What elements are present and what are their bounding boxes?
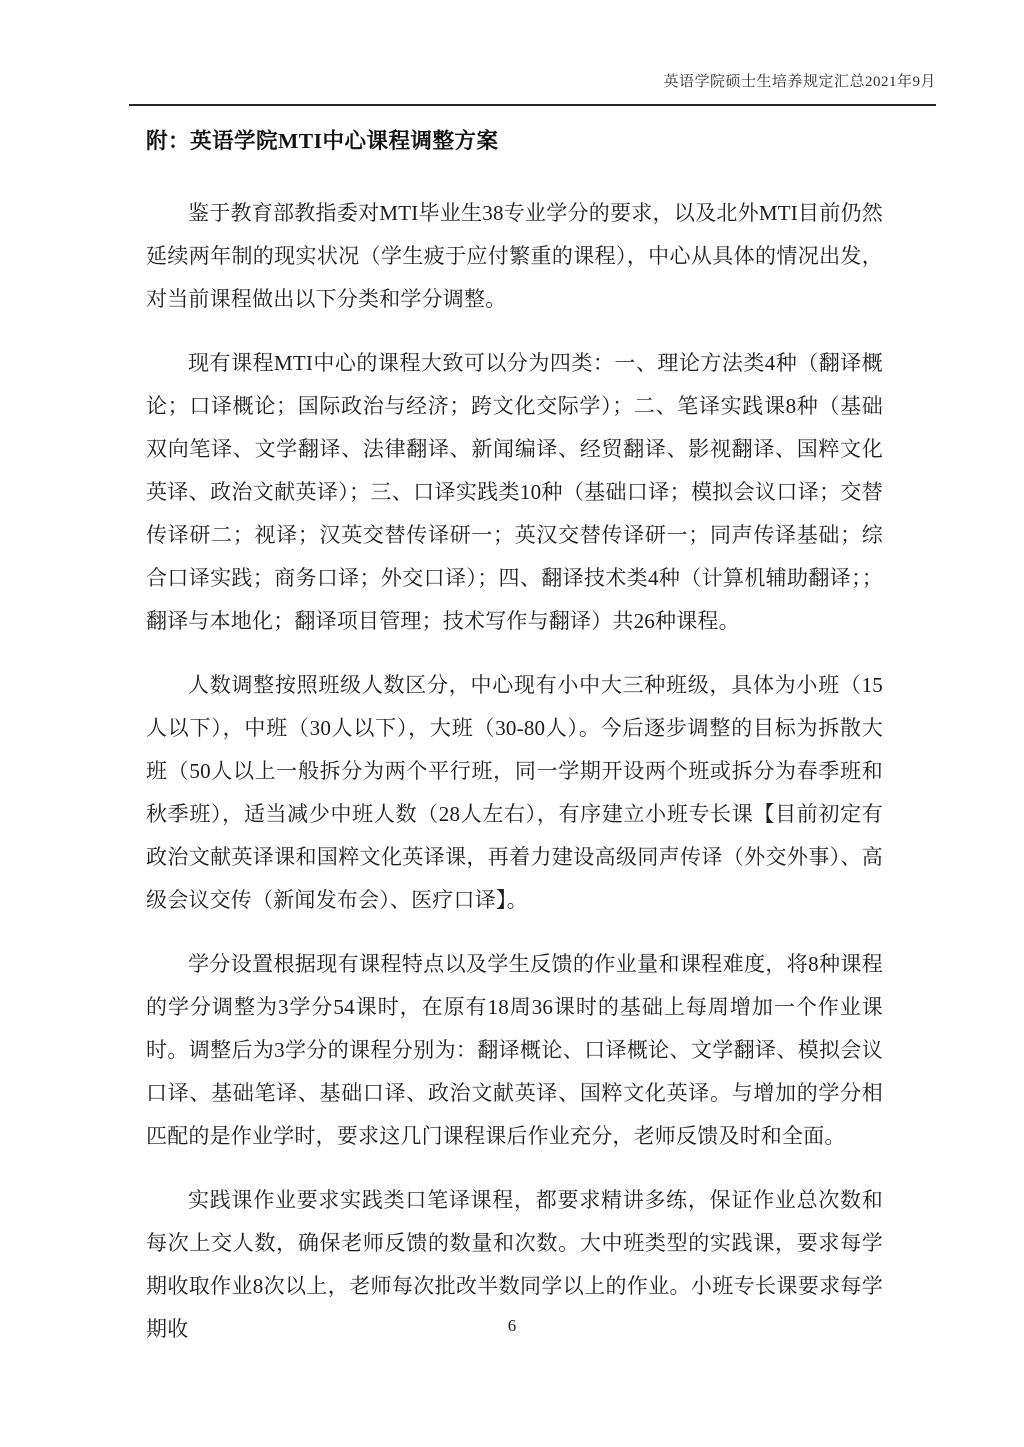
body-paragraph: 实践课作业要求实践类口笔译课程，都要求精讲多练，保证作业总次数和每次上交人数，确保老师反馈的数量和次数。大中班类型的实践课，要求每学期收取作业8次以上，老师每次批改半数同学以上的作业。小班专长课要求每学期收 bbox=[146, 1188, 883, 1341]
body-paragraph: 现有课程MTI中心的课程大致可以分为四类：一、理论方法类4种（翻译概论；口译概论；国际政治与经济；跨文化交际学）；二、笔译实践课8种（基础双向笔译、文学翻译、法律翻译、新闻编译、经贸翻译、影视翻译、国粹文化英译、政治文献英译）；三、口译实践类10种（基础口译；模拟会议口译；交替传译研二；视译；汉英交替传译研一；英汉交替传译研一；同声传译基础；综合口译实践；商务口译；外交口译）；四、翻译技术类4种（计算机辅助翻译；；翻译与本地化；翻译项目管理；技术写作与翻译）共26种课程。 bbox=[146, 351, 883, 633]
body-paragraph: 鉴于教育部教指委对MTI毕业生38专业学分的要求，以及北外MTI目前仍然延续两年制的现实状况（学生疲于应付繁重的课程），中心从具体的情况出发，对当前课程做出以下分类和学分调整。 bbox=[146, 201, 883, 311]
header-divider bbox=[129, 104, 936, 106]
page-number: 6 bbox=[507, 1316, 517, 1335]
page-header: 英语学院硕士生培养规定汇总2021年9月 bbox=[663, 74, 936, 90]
document-title: 附：英语学院MTI中心课程调整方案 bbox=[146, 129, 499, 153]
document-body bbox=[146, 126, 883, 1351]
body-paragraph: 人数调整按照班级人数区分，中心现有小中大三种班级，具体为小班（15人以下），中班（30人以下），大班（30-80人）。今后逐步调整的目标为拆散大班（50人以上一般拆分为两个平行班，同一学期开设两个班或拆分为春季班和秋季班），适当减少中班人数（28人左右），有序建立小班专长课【目前初定有政治文献英译课和国粹文化英译课，再着力建设高级同声传译（外交外事）、高级会议交传（新闻发布会）、医疗口译】。 bbox=[146, 673, 883, 912]
body-paragraph: 学分设置根据现有课程特点以及学生反馈的作业量和课程难度，将8种课程的学分调整为3学分54课时，在原有18周36课时的基础上每周增加一个作业课时。调整后为3学分的课程分别为：翻译概论、口译概论、文学翻译、模拟会议口译、基础笔译、基础口译、政治文献英译、国粹文化英译。与增加的学分相匹配的是作业学时，要求这几门课程课后作业充分，老师反馈及时和全面。 bbox=[146, 952, 883, 1148]
